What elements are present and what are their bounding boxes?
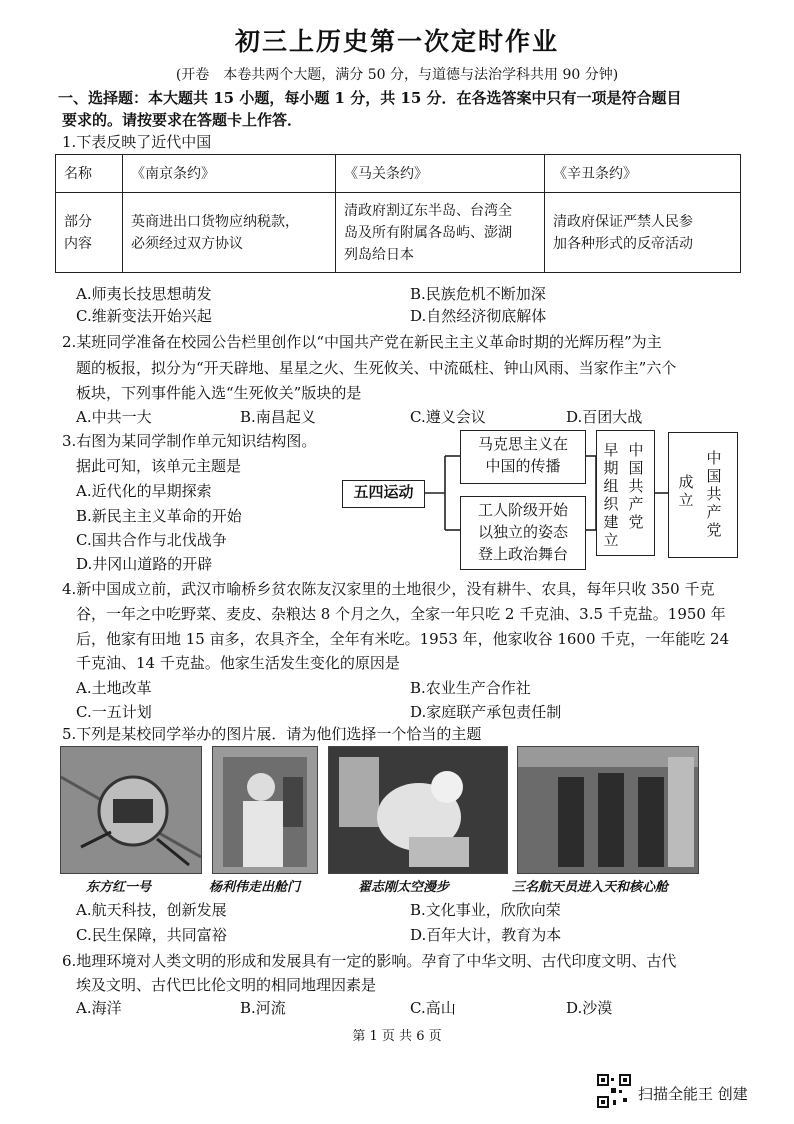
table-header-cell: 《辛丑条约》 bbox=[545, 155, 741, 193]
q2-option-c: C.遵义会议 bbox=[410, 408, 486, 426]
q4-option-b: B.农业生产合作社 bbox=[410, 679, 531, 697]
diagram-vertical-text: 中国共产党 bbox=[628, 441, 644, 531]
q6-stem-line: 埃及文明、古代巴比伦文明的相同地理因素是 bbox=[76, 976, 377, 994]
q6-option-a: A.海洋 bbox=[76, 999, 122, 1017]
q4-stem-line: 谷，一年之中吃野菜、麦皮、杂粮达 8 个月之久，全家一年只吃 2 千克油、3.5 千克盐。1950 年 bbox=[76, 605, 726, 623]
q1-option-a: A.师夷长技思想萌发 bbox=[76, 285, 212, 303]
cell-line: 英商进出口货物应纳税款， bbox=[131, 213, 299, 230]
q6-stem-line: 6.地理环境对人类文明的形成和发展具有一定的影响。孕育了中华文明、古代印度文明、古代 bbox=[62, 952, 677, 970]
q1-option-b: B.民族危机不断加深 bbox=[410, 285, 546, 303]
photo-caption: 杨利伟走出舱门 bbox=[209, 880, 301, 895]
cell-line: 岛及所有附属各岛屿、澎湖 bbox=[344, 224, 512, 241]
q4-option-d: D.家庭联产承包责任制 bbox=[410, 703, 562, 721]
row-label-line: 内容 bbox=[64, 235, 92, 252]
cell-line: 加各种形式的反帝活动 bbox=[553, 235, 693, 252]
q1-option-d: D.自然经济彻底解体 bbox=[410, 307, 547, 325]
q5-option-b: B.文化事业，欣欣向荣 bbox=[410, 901, 561, 919]
q4-option-c: C.一五计划 bbox=[76, 703, 152, 721]
table-header-cell: 《南京条约》 bbox=[123, 155, 336, 193]
cell-line: 列岛给日本 bbox=[344, 246, 414, 263]
q3-stem-line: 3.右图为某同学制作单元知识结构图。 bbox=[62, 432, 317, 450]
q4-stem-line: 4.新中国成立前，武汉市喻桥乡贫农陈友汉家里的土地很少，没有耕牛、农具，每年只收 350 千克 bbox=[62, 580, 715, 598]
diagram-start-box: 五四运动 bbox=[342, 480, 425, 508]
q1-stem: 1.下表反映了近代中国 bbox=[62, 133, 212, 151]
q3-option-c: C.国共合作与北伐战争 bbox=[76, 531, 227, 549]
page-number: 第 1 页 共 6 页 bbox=[352, 1029, 442, 1044]
page-subtitle: (开卷 本卷共两个大题，满分 50 分，与道德与法治学科共用 90 分钟) bbox=[175, 67, 619, 83]
diagram-vertical-text: 中国共产党 bbox=[706, 449, 722, 539]
q2-stem-line: 2.某班同学准备在校园公告栏里创作以“中国共产党在新民主主义革命时期的光辉历程”为主 bbox=[62, 333, 662, 351]
q2-option-d: D.百团大战 bbox=[566, 408, 643, 426]
page-title: 初三上历史第一次定时作业 bbox=[234, 27, 559, 56]
scanner-watermark: 扫描全能王 创建 bbox=[638, 1085, 748, 1103]
photo-spacewalk bbox=[328, 746, 508, 874]
q2-stem-line: 板块，下列事件能入选“生死攸关”版块的是 bbox=[76, 384, 362, 402]
diagram-text: 以独立的姿态 bbox=[477, 523, 568, 541]
q5-option-a: A.航天科技，创新发展 bbox=[76, 901, 227, 919]
table-header-cell: 《马关条约》 bbox=[336, 155, 545, 193]
diagram-top-box bbox=[460, 430, 586, 484]
table-header-cell: 名称 bbox=[56, 155, 123, 193]
photo-satellite bbox=[60, 746, 202, 874]
row-label-line: 部分 bbox=[64, 213, 92, 230]
q4-stem-line: 后，他家有田地 15 亩多，农具齐全，全年有米吃。1953 年，他家收谷 1600 千克，一年能吃 24 bbox=[76, 630, 730, 648]
q6-option-c: C.高山 bbox=[410, 999, 456, 1017]
q3-stem-line: 据此可知，该单元主题是 bbox=[76, 457, 242, 475]
diagram-bottom-box bbox=[460, 496, 586, 570]
q2-option-a: A.中共一大 bbox=[76, 408, 152, 426]
diagram-text: 马克思主义在 bbox=[477, 435, 568, 453]
section-heading-line2: 要求的。请按要求在答题卡上作答． bbox=[62, 111, 303, 129]
photo-caption: 三名航天员进入天和核心舱 bbox=[512, 880, 669, 895]
diagram-found-box bbox=[668, 432, 738, 558]
diagram-text: 登上政治舞台 bbox=[477, 545, 568, 563]
q4-stem-line: 千克油、14 千克盐。他家生活发生变化的原因是 bbox=[76, 654, 400, 672]
photo-caption: 翟志刚太空漫步 bbox=[358, 880, 450, 895]
q3-option-b: B.新民主主义革命的开始 bbox=[76, 507, 242, 525]
q4-option-a: A.土地改革 bbox=[76, 679, 152, 697]
q5-option-d: D.百年大计，教育为本 bbox=[410, 926, 562, 944]
diagram-text: 工人阶级开始 bbox=[477, 501, 568, 519]
q1-option-c: C.维新变法开始兴起 bbox=[76, 307, 212, 325]
q2-stem-line: 题的板报，拟分为“开天辟地、星星之火、生死攸关、中流砥柱、钟山风雨、当家作主”六个 bbox=[76, 359, 677, 377]
photo-astronaut-exit bbox=[212, 746, 318, 874]
diagram-early-box bbox=[596, 430, 655, 556]
q6-option-d: D.沙漠 bbox=[566, 999, 613, 1017]
cell-line: 清政府保证严禁人民参 bbox=[553, 213, 693, 230]
diagram-vertical-text: 早期组织建立 bbox=[603, 441, 619, 549]
section-heading-line1: 一、选择题：本大题共 15 小题，每小题 1 分，共 15 分．在各选答案中只有一项是符合题目 bbox=[58, 89, 682, 107]
diagram-vertical-text: 成立 bbox=[678, 473, 694, 509]
qr-code-icon bbox=[597, 1074, 631, 1108]
q2-option-b: B.南昌起义 bbox=[240, 408, 316, 426]
q3-option-d: D.井冈山道路的开辟 bbox=[76, 555, 213, 573]
q5-stem: 5.下列是某校同学举办的图片展．请为他们选择一个恰当的主题 bbox=[62, 725, 482, 743]
diagram-text: 中国的传播 bbox=[485, 457, 561, 475]
cell-line: 必须经过双方协议 bbox=[131, 235, 243, 252]
q5-option-c: C.民生保障，共同富裕 bbox=[76, 926, 227, 944]
q3-option-a: A.近代化的早期探索 bbox=[76, 482, 212, 500]
photo-caption: 东方红一号 bbox=[86, 880, 152, 895]
q6-option-b: B.河流 bbox=[240, 999, 286, 1017]
photo-core-module bbox=[517, 746, 699, 874]
cell-line: 清政府割辽东半岛、台湾全 bbox=[344, 202, 512, 219]
